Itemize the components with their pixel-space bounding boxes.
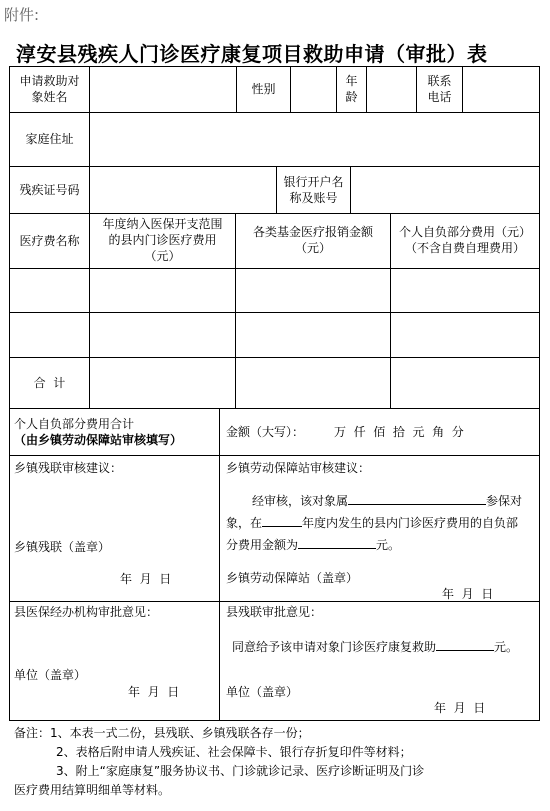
phone-label <box>417 73 462 105</box>
insurance-type-blank[interactable] <box>348 490 486 505</box>
labor-text: 分费用金额为 <box>226 538 299 552</box>
col-line <box>89 66 90 113</box>
labor-text: 元。 <box>376 538 401 552</box>
applicant-name-label-line: 申请救助对 <box>19 74 80 88</box>
row-line <box>9 455 540 456</box>
reimbursement-header <box>236 224 390 256</box>
county-insurance-date: 年 月 日 <box>128 685 180 699</box>
self-pay-total-note: （由乡镇劳动保障站审核填写） <box>14 433 183 447</box>
year-blank[interactable] <box>262 512 302 527</box>
labor-text: 象，在 <box>226 516 263 530</box>
applicant-name-label-line: 象姓名 <box>31 90 68 104</box>
age-label <box>337 73 366 105</box>
labor-text: 年度内发生的县内门诊医疗费用的自负部 <box>302 516 519 530</box>
self-pay-header-line: （不含自费自理费用） <box>404 241 525 255</box>
labor-station-text-line-1 <box>252 490 522 509</box>
township-cdpf-seal: 乡镇残联（盖章） <box>14 540 111 554</box>
table-border-bottom <box>9 720 540 721</box>
self-pay-total-label-line: 个人自负部分费用合计 <box>14 417 135 431</box>
col-line <box>290 66 291 113</box>
county-cdpf-seal: 单位（盖章） <box>226 685 299 699</box>
bank-account-label-line: 称及账号 <box>289 191 338 205</box>
phone-label-line: 电话 <box>427 90 452 104</box>
note-line-2: 2、表格后附申请人残疾证、社会保障卡、银行存折复印件等材料； <box>56 745 412 759</box>
applicant-name-label <box>10 73 89 105</box>
phone-label-line: 联系 <box>427 74 452 88</box>
labor-station-text-line-3 <box>226 534 400 553</box>
reimbursement-header-line: （元） <box>294 241 331 255</box>
labor-station-opinion-label: 乡镇劳动保障站审核建议： <box>226 461 371 475</box>
township-cdpf-opinion-label: 乡镇残联审核建议： <box>14 461 123 475</box>
note-line-3: 3、附上“家庭康复”服务协议书、门诊就诊记录、医疗诊断证明及门诊 <box>56 764 425 778</box>
aid-amount-blank[interactable] <box>436 636 494 651</box>
col-line <box>89 166 90 214</box>
age-label-line: 年 <box>345 74 358 88</box>
gender-label: 性别 <box>251 82 276 96</box>
note-line-1: 备注：1、本表一式二份，县残联、乡镇残联各存一份； <box>14 726 310 740</box>
amount-capital-label: 金额（大写）： <box>226 425 305 439</box>
township-cdpf-date: 年 月 日 <box>120 572 172 586</box>
county-insurance-seal: 单位（盖章） <box>14 668 87 682</box>
col-line <box>350 166 351 214</box>
labor-station-seal: 乡镇劳动保障站（盖章） <box>226 571 359 585</box>
insured-fee-header-line: （元） <box>144 249 181 263</box>
county-cdpf-text-part: 元。 <box>494 640 519 654</box>
age-label-line: 龄 <box>345 90 358 104</box>
bank-account-label <box>277 174 350 206</box>
labor-text: 经审核，该对象属 <box>252 494 349 508</box>
insured-fee-header-line: 的县内门诊医疗费用 <box>108 233 217 247</box>
col-line <box>366 66 367 113</box>
county-cdpf-text <box>232 636 518 655</box>
insured-fee-header <box>90 216 235 264</box>
amount-units: 万 仟 佰 拾 元 角 分 <box>334 425 464 439</box>
fee-name-header: 医疗费名称 <box>19 234 80 248</box>
self-pay-header <box>391 224 539 256</box>
reimbursement-header-line: 各类基金医疗报销金额 <box>252 225 373 239</box>
county-cdpf-text-part: 同意给予该申请对象门诊医疗康复救助 <box>232 640 437 654</box>
self-pay-total-label <box>14 416 182 448</box>
insured-fee-header-line: 年度纳入医保开支范围 <box>102 217 223 231</box>
table-border-right <box>539 66 540 721</box>
attachment-label: 附件: <box>4 6 40 24</box>
total-label: 合 计 <box>33 376 66 390</box>
labor-text: 参保对 <box>486 494 523 508</box>
bank-account-label-line: 银行开户名 <box>283 175 344 189</box>
table-border-left <box>9 66 10 721</box>
form-title: 淳安县残疾人门诊医疗康复项目救助申请（审批）表 <box>16 42 488 66</box>
col-line <box>89 112 90 167</box>
county-cdpf-opinion-label: 县残联审批意见： <box>226 605 323 619</box>
county-insurance-opinion-label: 县医保经办机构审批意见： <box>14 605 159 619</box>
labor-station-date: 年 月 日 <box>442 587 494 601</box>
home-address-label: 家庭住址 <box>25 132 74 146</box>
county-cdpf-date: 年 月 日 <box>434 701 486 715</box>
disability-cert-label: 残疾证号码 <box>19 183 80 197</box>
col-line <box>462 66 463 113</box>
labor-station-text-line-2 <box>226 512 518 531</box>
col-line <box>219 455 220 721</box>
note-line-4: 医疗费用结算明细单等材料。 <box>14 783 171 797</box>
col-line <box>219 408 220 456</box>
self-pay-header-line: 个人自负部分费用（元） <box>398 225 531 239</box>
self-pay-amount-blank[interactable] <box>298 534 376 549</box>
